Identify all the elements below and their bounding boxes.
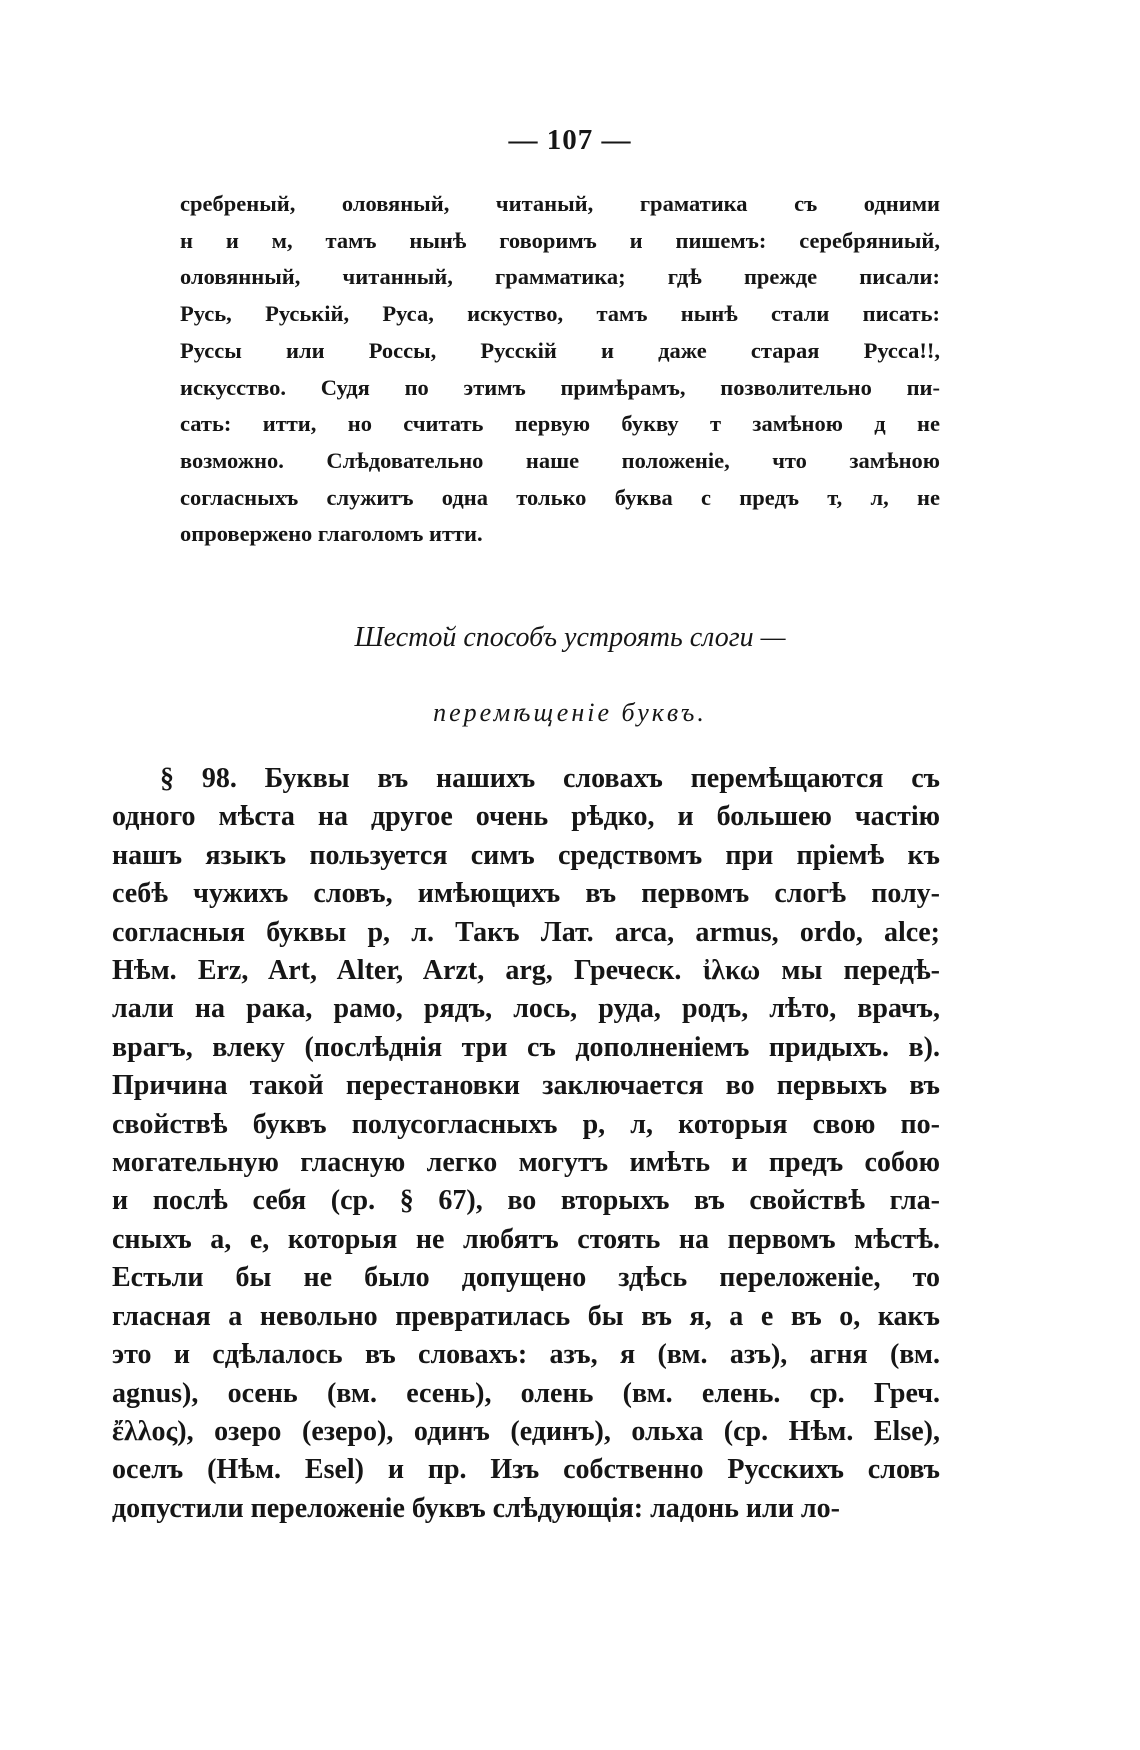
text-line: это и сдѣлалось въ словахъ: азъ, я (вм. азъ), агня (вм. [112,1339,940,1371]
text-line: и послѣ себя (ср. § 67), во вторыхъ въ свойствѣ гла- [112,1185,940,1217]
main-paragraph [112,760,940,1528]
text-line: нашъ языкъ пользуется симъ средствомъ при пріемѣ къ [112,839,940,871]
text-line: опровержено глаголомъ итти. [180,521,483,547]
text-line: Руссы или Россы, Русскій и даже старая Русса!!, [180,337,940,363]
text-line: Естьли бы не было допущено здѣсь переложеніе, то [112,1262,940,1294]
page-number: — 107 — [508,124,632,156]
text-line: возможно. Слѣдовательно наше положеніе, что замѣною [180,447,940,473]
text-line: сныхъ а, е, которыя не любятъ стоять на первомъ мѣстѣ. [112,1223,940,1255]
text-line: допустили переложеніе буквъ слѣдующія: ладонь или ло- [112,1492,840,1524]
section-heading-line1: Шестой способъ устроять слоги — [354,622,786,653]
text-line: сать: итти, но считать первую букву т замѣною д не [180,411,940,437]
top-paragraph [180,186,940,553]
text-line: agnus), осень (вм. есень), олень (вм. елень. ср. Греч. [112,1377,940,1409]
text-line: Причина такой перестановки заключается во первыхъ въ [112,1070,940,1102]
text-line: Русь, Руській, Руса, искуство, тамъ нынѣ стали писать: [180,301,940,327]
text-line: согласныхъ служитъ одна только буква с предъ т, л, не [180,484,940,510]
text-line: себѣ чужихъ словъ, имѣющихъ въ первомъ слогѣ полу- [112,878,940,910]
text-line: § 98. Буквы въ нашихъ словахъ перемѣщаются съ [160,763,940,794]
section-heading-line2: перемѣщеніе буквъ. [433,698,707,727]
text-line: лали на рака, рамо, рядъ, лось, руда, родъ, лѣто, врачъ, [112,993,940,1025]
text-line: одного мѣста на другое очень рѣдко, и большею частію [112,801,940,833]
text-line: гласная а невольно превратилась бы въ я, а е въ о, какъ [112,1300,940,1332]
text-line: Нѣм. Erz, Art, Alter, Arzt, arg, Греческ. ἰλκω мы передѣ- [112,955,940,987]
text-line: оловянный, читанный, грамматика; гдѣ прежде писали: [180,264,940,290]
text-line: оселъ (Нѣм. Esel) и пр. Изъ собственно Русскихъ словъ [112,1454,940,1486]
text-line: врагъ, влеку (послѣднія три съ дополненіемъ придыхъ. в). [112,1031,940,1063]
text-line: согласныя буквы р, л. Такъ Лат. arca, armus, ordo, alce; [112,916,940,948]
text-line: сребреный, оловяный, читаный, граматика съ одними [180,191,940,216]
text-line: свойствѣ буквъ полусогласныхъ р, л, которыя свою по- [112,1108,940,1140]
text-line: ἔλλος), озеро (езеро), одинъ (единъ), ольха (ср. Нѣм. Else), [112,1415,940,1447]
text-line: искусство. Судя по этимъ примѣрамъ, позволительно пи- [180,374,940,400]
text-line: н и м, тамъ нынѣ говоримъ и пишемъ: серебряниый, [180,227,940,253]
text-line: могательную гласную легко могутъ имѣть и предъ собою [112,1147,940,1179]
